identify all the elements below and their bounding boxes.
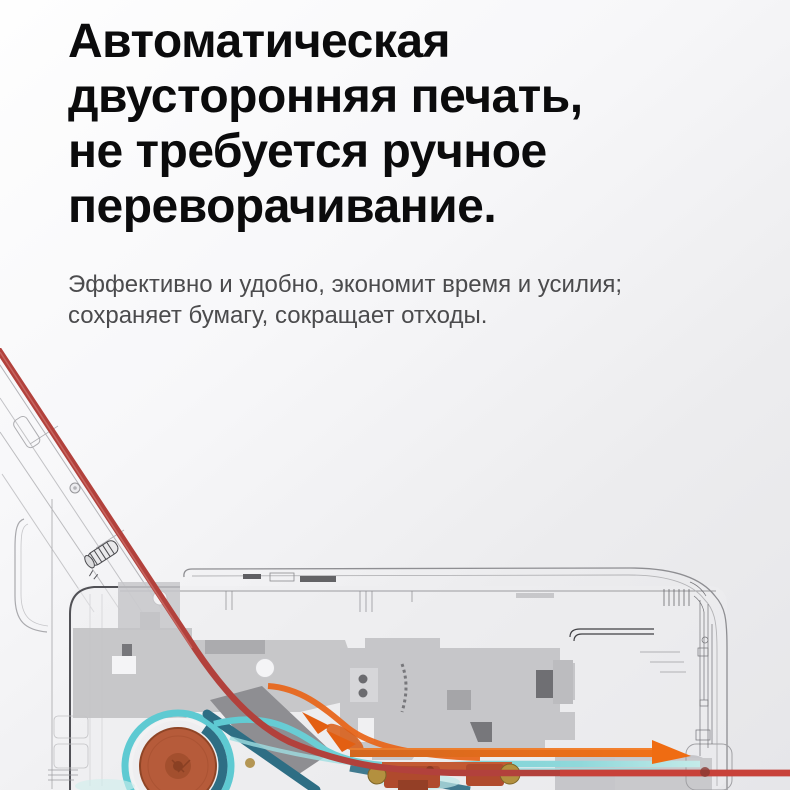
title-line: двусторонняя печать, (68, 70, 583, 123)
title-line: переворачивание. (68, 180, 497, 233)
title-line: не требуется ручное (68, 125, 547, 178)
page-title (68, 14, 750, 234)
subtitle-line: сохраняет бумагу, сокращает отходы. (68, 302, 488, 329)
page-subtitle (68, 269, 750, 331)
feature-header (68, 14, 750, 331)
title-line: Автоматическая (68, 15, 451, 68)
subtitle-line: Эффективно и удобно, экономит время и усилия; (68, 271, 623, 298)
printer-cutaway-illustration (0, 348, 790, 790)
